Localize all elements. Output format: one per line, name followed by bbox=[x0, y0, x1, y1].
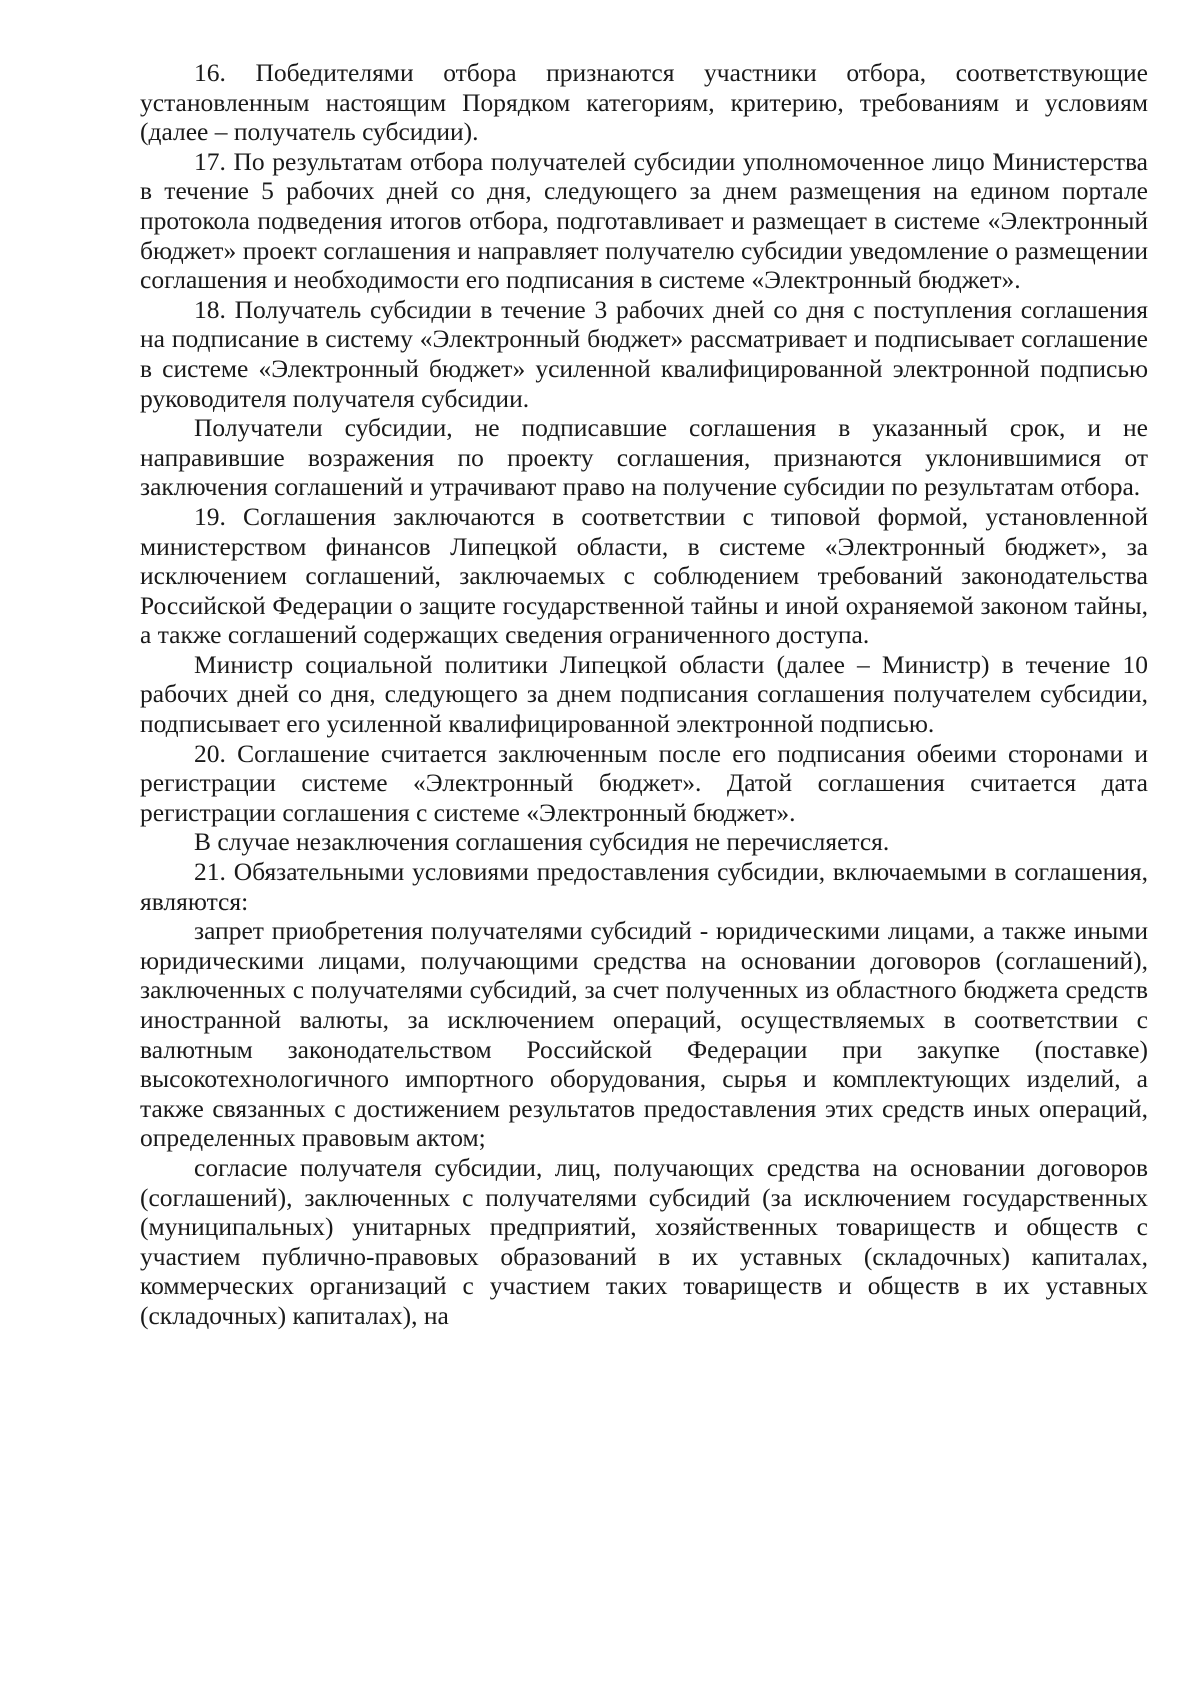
paragraph-21-condition-2: согласие получателя субсидии, лиц, получающих средства на основании договоров (соглашений), заключенных с получателями субсидий (за исключением государственных (муниципальных) унитарных предприятий, хозяйственных товариществ и обществ с участием публично-правовых образований в их уставных (складочных) капиталах, коммерческих организаций с участием таких товариществ и обществ в их уставных (складочных) капиталах), на bbox=[140, 1152, 1148, 1330]
paragraph-21: 21. Обязательными условиями предоставления субсидии, включаемыми в соглашения, являются: bbox=[140, 857, 1148, 916]
paragraph-19: 19. Соглашения заключаются в соответствии с типовой формой, установленной министерством финансов Липецкой области, в системе «Электронный бюджет», за исключением соглашений, заключаемых с соблюдением требований законодательства Российской Федерации о защите государственной тайны и иной охраняемой законом тайны, а также соглашений содержащих сведения ограниченного доступа. bbox=[140, 501, 1148, 650]
paragraph-21-condition-1: запрет приобретения получателями субсидий - юридическими лицами, а также иными юридическими лицами, получающими средства на основании договоров (соглашений), заключенных с получателями субсидий, за счет полученных из областного бюджета средств иностранной валюты, за исключением операций, осуществляемых в соответствии с валютным законодательством Российской Федерации при закупке (поставке) высокотехнологичного импортного оборудования, сырья и комплектующих изделий, а также связанных с достижением результатов предоставления этих средств иных операций, определенных правовым актом; bbox=[140, 916, 1148, 1153]
paragraph-17: 17. По результатам отбора получателей субсидии уполномоченное лицо Министерства в течение 5 рабочих дней со дня, следующего за днем размещения на едином портале протокола подведения итогов отбора, подготавливает и размещает в системе «Электронный бюджет» проект соглашения и направляет получателю субсидии уведомление о размещении соглашения и необходимости его подписания в системе «Электронный бюджет». bbox=[140, 146, 1148, 295]
paragraph-18: 18. Получатель субсидии в течение 3 рабочих дней со дня с поступления соглашения на подписание в систему «Электронный бюджет» рассматривает и подписывает соглашение в системе «Электронный бюджет» усиленной квалифицированной электронной подписью руководителя получателя субсидии. bbox=[140, 294, 1148, 413]
paragraph-16: 16. Победителями отбора признаются участники отбора, соответствующие установленным настоящим Порядком категориям, критерию, требованиям и условиям (далее – получатель субсидии). bbox=[140, 58, 1148, 147]
paragraph-18-continued: Получатели субсидии, не подписавшие соглашения в указанный срок, и не направившие возражения по проекту соглашения, признаются уклонившимися от заключения соглашений и утрачивают право на получение субсидии по результатам отбора. bbox=[140, 413, 1148, 502]
paragraph-20: 20. Соглашение считается заключенным после его подписания обеими сторонами и регистрации системе «Электронный бюджет». Датой соглашения считается дата регистрации соглашения с системе «Электронный бюджет». bbox=[140, 738, 1148, 827]
paragraph-20-continued: В случае незаключения соглашения субсидия не перечисляется. bbox=[194, 827, 890, 857]
paragraph-19-continued: Министр социальной политики Липецкой области (далее – Министр) в течение 10 рабочих дней со дня, следующего за днем подписания соглашения получателем субсидии, подписывает его усиленной квалифицированной электронной подписью. bbox=[140, 649, 1148, 739]
